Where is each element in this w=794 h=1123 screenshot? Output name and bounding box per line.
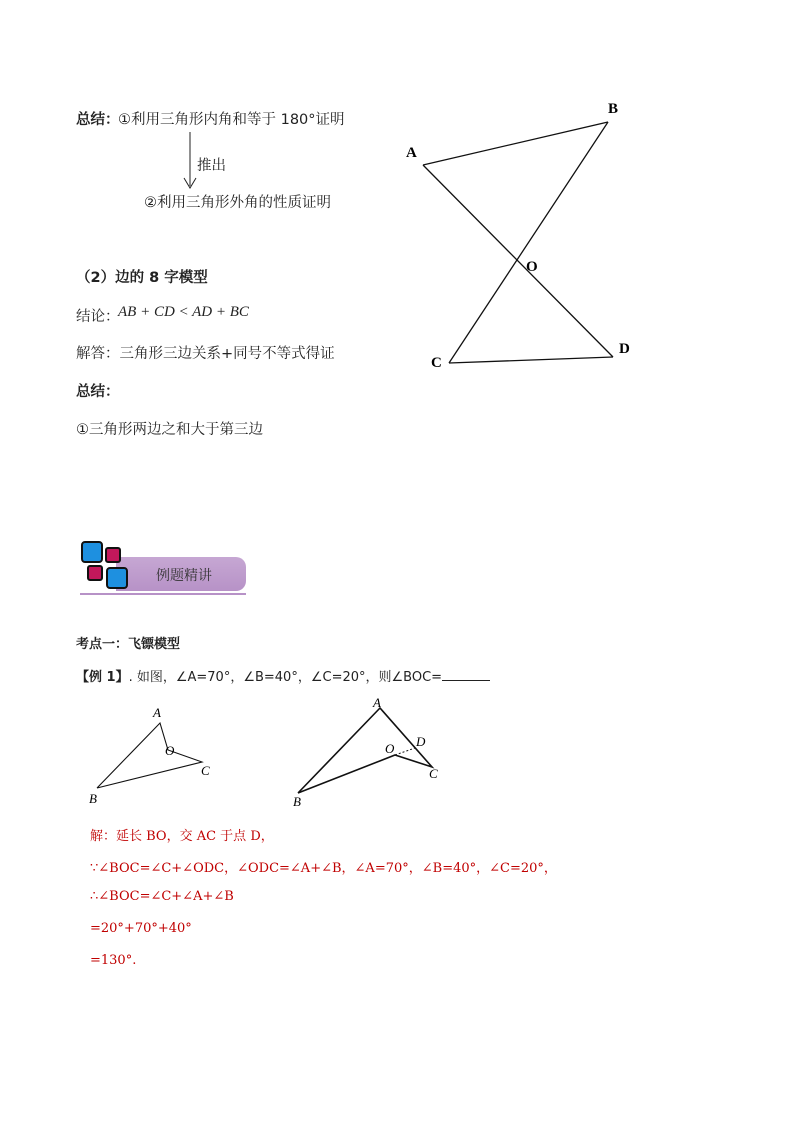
left-label-o: O xyxy=(165,743,175,758)
conclusion-label: 结论： xyxy=(76,309,120,325)
segment-ab xyxy=(423,122,608,165)
right-label-b: B xyxy=(293,794,301,809)
solution-line-3: ∴∠BOC=∠C+∠A+∠B xyxy=(90,889,234,904)
summary-line-1: ①利用三角形内角和等于 180°证明 xyxy=(118,112,345,128)
arrow-label: 推出 xyxy=(197,158,226,174)
banner-underline xyxy=(80,593,246,595)
banner-title: 例题精讲 xyxy=(156,568,212,584)
summary-label-2: 总结： xyxy=(76,384,120,400)
solution-line-1: 解：延长 BO，交 AC 于点 D， xyxy=(90,829,274,844)
label-d: D xyxy=(619,341,630,357)
solution-line-4: =20°+70°+40° xyxy=(90,921,192,936)
example-question xyxy=(76,666,490,685)
right-label-c: C xyxy=(429,766,438,781)
label-b: B xyxy=(608,101,619,117)
dart-figure-left xyxy=(85,700,225,810)
bowtie-figure xyxy=(400,95,640,380)
conclusion-formula: AB + CD < AD + BC xyxy=(118,304,249,320)
right-label-d: D xyxy=(416,734,426,749)
segment-bc xyxy=(449,122,608,363)
label-c: C xyxy=(431,355,442,371)
left-label-c: C xyxy=(201,763,210,778)
banner-bar xyxy=(116,557,246,591)
question-prefix: . 如图， xyxy=(128,670,176,685)
squares-logo-icon xyxy=(80,540,132,592)
left-label-b: B xyxy=(89,791,97,806)
summary-label-1: 总结： xyxy=(76,112,120,128)
segment-cd xyxy=(449,357,613,363)
answer-blank xyxy=(442,668,490,681)
right-label-a: A xyxy=(373,695,381,710)
solution-line-2: ∵∠BOC=∠C+∠ODC，∠ODC=∠A+∠B，∠A=70°，∠B=40°，∠C=20°， xyxy=(90,861,557,876)
example-tag: 【例 1】 xyxy=(76,670,129,685)
dart-figure-right xyxy=(285,690,455,810)
label-o: O xyxy=(526,259,538,275)
question-body: ∠A=70°，∠B=40°，∠C=20°，则∠BOC= xyxy=(175,670,443,685)
left-label-a: A xyxy=(153,705,161,720)
extension-od xyxy=(395,748,415,755)
segment-ad xyxy=(423,165,613,357)
section-heading: （2）边的 8 字模型 xyxy=(76,270,208,286)
summary-line-2: ②利用三角形外角的性质证明 xyxy=(144,195,331,211)
label-a: A xyxy=(406,145,417,161)
summary-item: ①三角形两边之和大于第三边 xyxy=(76,422,263,438)
solution-line-5: =130°. xyxy=(90,953,137,968)
answer-text: 解答：三角形三边关系+同号不等式得证 xyxy=(76,346,335,362)
example-banner xyxy=(80,540,250,594)
right-label-o: O xyxy=(385,741,395,756)
point-title: 考点一：飞镖模型 xyxy=(76,637,181,652)
